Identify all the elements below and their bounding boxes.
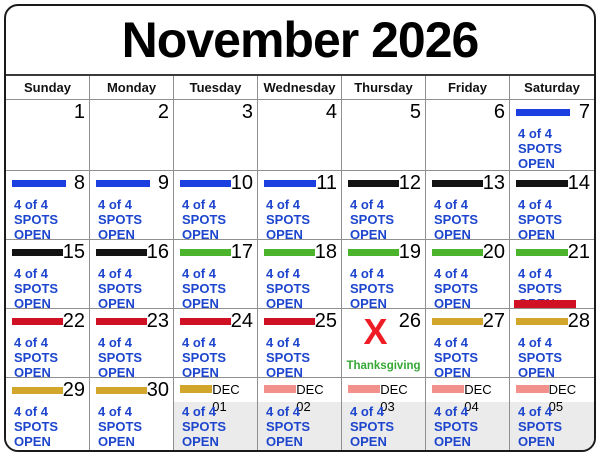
spots-open-line: SPOTS xyxy=(518,419,563,434)
spots-open-label xyxy=(6,402,89,449)
day-cell-25[interactable] xyxy=(258,309,342,377)
spots-open-line: OPEN xyxy=(14,365,51,377)
day-number: 22 xyxy=(62,310,85,332)
day-number: 24 xyxy=(230,310,253,332)
spots-open-label xyxy=(90,195,173,239)
spots-open-line: OPEN xyxy=(350,434,387,449)
day-cell-dec-02[interactable] xyxy=(258,378,342,450)
spots-open-line: OPEN xyxy=(98,227,135,239)
day-cell-17[interactable] xyxy=(174,240,258,308)
spots-open-line: SPOTS xyxy=(350,212,395,227)
day-cell-header xyxy=(510,100,594,124)
day-number: 19 xyxy=(398,241,421,263)
spots-open-line: OPEN xyxy=(182,434,219,449)
spots-open-line: SPOTS xyxy=(266,281,311,296)
day-number: 17 xyxy=(230,241,253,263)
day-cell-28[interactable] xyxy=(510,309,594,377)
day-number: 14 xyxy=(567,172,590,194)
day-cell-header xyxy=(342,171,425,195)
spots-open-line: 4 of 4 xyxy=(518,197,552,212)
day-cell-11[interactable] xyxy=(258,171,342,239)
availability-bar-black xyxy=(12,249,63,256)
spots-open-line: OPEN xyxy=(266,227,303,239)
spots-open-line: OPEN xyxy=(518,227,555,239)
day-cell-header xyxy=(90,171,173,195)
day-cell-header xyxy=(174,100,257,124)
spots-open-line: OPEN xyxy=(98,434,135,449)
day-number: 9 xyxy=(157,172,169,194)
day-number: 12 xyxy=(398,172,421,194)
spots-open-line: 4 of 4 xyxy=(182,197,216,212)
spots-open-line: SPOTS xyxy=(434,350,479,365)
day-cell-header xyxy=(258,171,341,195)
spots-open-line: SPOTS xyxy=(350,419,395,434)
day-cell-27[interactable] xyxy=(426,309,510,377)
availability-bar-pink xyxy=(264,385,296,393)
day-number: 23 xyxy=(146,310,169,332)
spots-open-line: OPEN xyxy=(434,365,471,377)
availability-bar-blue xyxy=(516,109,570,116)
spots-open-line: 4 of 4 xyxy=(98,335,132,350)
day-number: 1 xyxy=(73,101,85,123)
spots-open-line: SPOTS xyxy=(434,419,479,434)
spots-open-label xyxy=(426,195,509,239)
availability-bar-green xyxy=(180,249,231,256)
spots-open-line: 4 of 4 xyxy=(350,197,384,212)
spots-open-label xyxy=(174,333,257,377)
spots-open-line: 4 of 4 xyxy=(182,404,216,419)
day-cell-header xyxy=(510,309,594,333)
weekday-header-saturday: Saturday xyxy=(524,80,580,95)
spots-open-label xyxy=(174,195,257,239)
spots-open-line: 4 of 4 xyxy=(98,266,132,281)
spots-open-line: SPOTS xyxy=(14,350,59,365)
weekday-header-thursday: Thursday xyxy=(342,76,426,99)
availability-bar-gold xyxy=(516,318,568,325)
day-number: DEC 04 xyxy=(464,382,492,414)
availability-bar-red xyxy=(180,318,231,325)
spots-open-line: SPOTS xyxy=(266,212,311,227)
spots-open-line: 4 of 4 xyxy=(434,197,468,212)
spots-open-line: 4 of 4 xyxy=(434,266,468,281)
spots-open-line: OPEN xyxy=(518,434,555,449)
spots-open-line: 4 of 4 xyxy=(98,404,132,419)
day-cell-26[interactable] xyxy=(342,309,426,377)
day-cell-18[interactable] xyxy=(258,240,342,308)
day-cell-header xyxy=(174,309,257,333)
spots-open-line: SPOTS xyxy=(266,419,311,434)
day-number: 29 xyxy=(62,379,85,401)
spots-open-line: 4 of 4 xyxy=(14,266,48,281)
day-cell-header xyxy=(426,309,509,333)
week-row xyxy=(6,100,594,171)
week-row xyxy=(6,171,594,240)
day-cell-dec-05[interactable] xyxy=(510,378,594,450)
day-number: 16 xyxy=(146,241,169,263)
day-number: 21 xyxy=(567,241,590,263)
day-cell-header xyxy=(174,171,257,195)
spots-open-line: OPEN xyxy=(14,434,51,449)
availability-bar-green xyxy=(516,249,568,256)
day-cell-4[interactable] xyxy=(258,100,342,170)
availability-bar-black xyxy=(432,180,483,187)
availability-bar-blue xyxy=(180,180,231,187)
spots-open-label xyxy=(90,264,173,308)
availability-bar-pink xyxy=(516,385,549,393)
day-cell-header xyxy=(342,240,425,264)
spots-open-label xyxy=(510,124,594,170)
calendar xyxy=(4,4,596,452)
day-cell-21[interactable] xyxy=(510,240,594,308)
day-number: 30 xyxy=(146,379,169,401)
day-cell-header xyxy=(6,378,89,402)
spots-open-line: 4 of 4 xyxy=(518,126,552,141)
day-cell-19[interactable] xyxy=(342,240,426,308)
day-number: DEC 02 xyxy=(296,382,324,414)
availability-bar-gold xyxy=(180,385,212,393)
spots-open-label xyxy=(426,333,509,377)
spots-open-line: 4 of 4 xyxy=(518,266,552,281)
day-cell-header xyxy=(174,240,257,264)
spots-open-line: 4 of 4 xyxy=(350,266,384,281)
spots-open-line: OPEN xyxy=(350,227,387,239)
spots-open-line: SPOTS xyxy=(98,350,143,365)
day-cell-23[interactable] xyxy=(90,309,174,377)
spots-open-line: OPEN xyxy=(14,227,51,239)
availability-bar-blue xyxy=(264,180,316,187)
day-cell-header xyxy=(6,171,89,195)
day-cell-1[interactable] xyxy=(6,100,90,170)
availability-bar-black xyxy=(96,249,147,256)
day-number: 18 xyxy=(314,241,337,263)
availability-bar-bottom-red xyxy=(514,300,576,308)
spots-open-line: OPEN xyxy=(98,296,135,308)
spots-open-label xyxy=(6,333,89,377)
day-number: 2 xyxy=(157,101,169,123)
spots-open-label xyxy=(342,195,425,239)
spots-open-line: OPEN xyxy=(518,365,555,377)
day-cell-header xyxy=(90,378,173,402)
day-cell-5[interactable] xyxy=(342,100,426,170)
spots-open-line: OPEN xyxy=(350,296,387,308)
day-number: 4 xyxy=(325,101,337,123)
day-cell-header xyxy=(90,100,173,124)
spots-open-line: SPOTS xyxy=(350,281,395,296)
weekday-header-monday: Monday xyxy=(90,76,174,99)
availability-bar-blue xyxy=(12,180,66,187)
availability-bar-red xyxy=(12,318,63,325)
availability-bar-gold xyxy=(432,318,483,325)
week-row xyxy=(6,309,594,378)
day-cell-9[interactable] xyxy=(90,171,174,239)
spots-open-label xyxy=(258,195,341,239)
spots-open-line: 4 of 4 xyxy=(266,335,300,350)
spots-open-line: 4 of 4 xyxy=(434,335,468,350)
spots-open-label xyxy=(258,333,341,377)
spots-open-line: OPEN xyxy=(266,296,303,308)
spots-open-label xyxy=(342,264,425,308)
day-number: 27 xyxy=(482,310,505,332)
availability-bar-black xyxy=(516,180,568,187)
day-cell-8[interactable] xyxy=(6,171,90,239)
spots-open-line: SPOTS xyxy=(182,419,227,434)
day-cell-header xyxy=(426,240,509,264)
day-cell-header xyxy=(426,100,509,124)
day-cell-header xyxy=(6,309,89,333)
spots-open-line: SPOTS xyxy=(518,281,563,296)
holiday-label: Thanksgiving xyxy=(346,360,421,372)
day-number: 15 xyxy=(62,241,85,263)
day-cell-7[interactable] xyxy=(510,100,594,170)
day-number: 10 xyxy=(230,172,253,194)
spots-open-line: SPOTS xyxy=(14,419,59,434)
day-cell-3[interactable] xyxy=(174,100,258,170)
day-cell-header xyxy=(510,240,594,264)
day-number: 28 xyxy=(567,310,590,332)
spots-open-label xyxy=(6,264,89,308)
spots-open-label xyxy=(426,264,509,308)
week-row xyxy=(6,378,594,450)
spots-open-line: OPEN xyxy=(182,365,219,377)
spots-open-line: SPOTS xyxy=(182,281,227,296)
week-row xyxy=(6,240,594,309)
spots-open-line: SPOTS xyxy=(98,419,143,434)
spots-open-line: SPOTS xyxy=(518,350,563,365)
spots-open-line: 4 of 4 xyxy=(518,404,552,419)
day-cell-6[interactable] xyxy=(426,100,510,170)
spots-open-line: SPOTS xyxy=(434,281,479,296)
spots-open-line: OPEN xyxy=(266,434,303,449)
spots-open-line: OPEN xyxy=(434,296,471,308)
weekday-header-tuesday: Tuesday xyxy=(174,76,258,99)
holiday-x-mark: X xyxy=(363,311,388,352)
spots-open-line: SPOTS xyxy=(98,212,143,227)
day-cell-24[interactable] xyxy=(174,309,258,377)
day-number: 8 xyxy=(73,172,85,194)
spots-open-line: SPOTS xyxy=(98,281,143,296)
spots-open-line: SPOTS xyxy=(266,350,311,365)
day-cell-header xyxy=(426,171,509,195)
day-cell-header xyxy=(510,171,594,195)
day-cell-12[interactable] xyxy=(342,171,426,239)
weekday-header-sunday: Sunday xyxy=(6,76,90,99)
day-cell-dec-04[interactable] xyxy=(426,378,510,450)
day-number: DEC 03 xyxy=(380,382,408,414)
spots-open-line: SPOTS xyxy=(182,350,227,365)
spots-open-line: OPEN xyxy=(518,156,555,170)
day-number: 25 xyxy=(314,310,337,332)
weekday-header-friday: Friday xyxy=(426,76,510,99)
spots-open-label xyxy=(90,402,173,449)
spots-open-line: OPEN xyxy=(98,365,135,377)
day-number: DEC 01 xyxy=(212,382,240,414)
spots-open-line: OPEN xyxy=(434,434,471,449)
day-number: 5 xyxy=(409,101,421,123)
day-cell-header xyxy=(258,240,341,264)
availability-bar-gold xyxy=(96,387,147,394)
spots-open-line: SPOTS xyxy=(14,281,59,296)
availability-bar-green xyxy=(264,249,315,256)
spots-open-line: 4 of 4 xyxy=(266,404,300,419)
spots-open-line: 4 of 4 xyxy=(350,404,384,419)
availability-bar-blue xyxy=(96,180,150,187)
spots-open-label xyxy=(510,195,594,239)
spots-open-line: SPOTS xyxy=(518,212,563,227)
spots-open-line: 4 of 4 xyxy=(434,404,468,419)
day-cell-14[interactable] xyxy=(510,171,594,239)
day-number: 6 xyxy=(493,101,505,123)
day-cell-header xyxy=(258,309,341,333)
day-cell-15[interactable] xyxy=(6,240,90,308)
day-cell-2[interactable] xyxy=(90,100,174,170)
weekday-header-wednesday: Wednesday xyxy=(258,76,342,99)
day-cell-29[interactable] xyxy=(6,378,90,450)
day-number: 7 xyxy=(578,101,590,123)
calendar-title: November 2026 xyxy=(6,6,594,76)
spots-open-line: SPOTS xyxy=(434,212,479,227)
spots-open-line: 4 of 4 xyxy=(182,266,216,281)
spots-open-line: OPEN xyxy=(182,296,219,308)
availability-bar-pink xyxy=(432,385,464,393)
day-number: DEC 05 xyxy=(548,382,577,414)
spots-open-label xyxy=(90,333,173,377)
weekday-header-row xyxy=(6,76,594,100)
day-cell-13[interactable] xyxy=(426,171,510,239)
availability-bar-green xyxy=(348,249,399,256)
spots-open-line: 4 of 4 xyxy=(14,197,48,212)
day-cell-30[interactable] xyxy=(90,378,174,450)
day-cell-header xyxy=(6,100,89,124)
spots-open-label xyxy=(6,195,89,239)
spots-open-line: SPOTS xyxy=(14,212,59,227)
day-number: 13 xyxy=(482,172,505,194)
availability-bar-green xyxy=(432,249,483,256)
spots-open-line: 4 of 4 xyxy=(182,335,216,350)
day-cell-header xyxy=(6,240,89,264)
day-cell-header xyxy=(90,240,173,264)
spots-open-line: OPEN xyxy=(434,227,471,239)
spots-open-line: 4 of 4 xyxy=(266,197,300,212)
spots-open-line: 4 of 4 xyxy=(266,266,300,281)
day-cell-20[interactable] xyxy=(426,240,510,308)
day-cell-10[interactable] xyxy=(174,171,258,239)
spots-open-line: 4 of 4 xyxy=(14,335,48,350)
spots-open-label xyxy=(510,333,594,377)
day-cell-header xyxy=(258,100,341,124)
day-number: 20 xyxy=(482,241,505,263)
day-cell-16[interactable] xyxy=(90,240,174,308)
day-number: 26 xyxy=(398,310,421,332)
availability-bar-pink xyxy=(348,385,380,393)
day-cell-22[interactable] xyxy=(6,309,90,377)
day-cell-header xyxy=(90,309,173,333)
spots-open-label xyxy=(174,264,257,308)
availability-bar-gold xyxy=(12,387,63,394)
spots-open-label xyxy=(258,264,341,308)
spots-open-line: 4 of 4 xyxy=(14,404,48,419)
day-cell-header xyxy=(342,100,425,124)
day-cell-dec-01[interactable] xyxy=(174,378,258,450)
availability-bar-red xyxy=(264,318,315,325)
availability-bar-black xyxy=(348,180,399,187)
spots-open-line: OPEN xyxy=(266,365,303,377)
spots-open-line: OPEN xyxy=(14,296,51,308)
spots-open-line: SPOTS xyxy=(518,141,563,156)
spots-open-line: OPEN xyxy=(182,227,219,239)
day-number: 3 xyxy=(241,101,253,123)
day-cell-dec-03[interactable] xyxy=(342,378,426,450)
day-number: 11 xyxy=(316,172,337,194)
spots-open-line: 4 of 4 xyxy=(518,335,552,350)
spots-open-line: 4 of 4 xyxy=(98,197,132,212)
spots-open-line: SPOTS xyxy=(182,212,227,227)
availability-bar-red xyxy=(96,318,147,325)
